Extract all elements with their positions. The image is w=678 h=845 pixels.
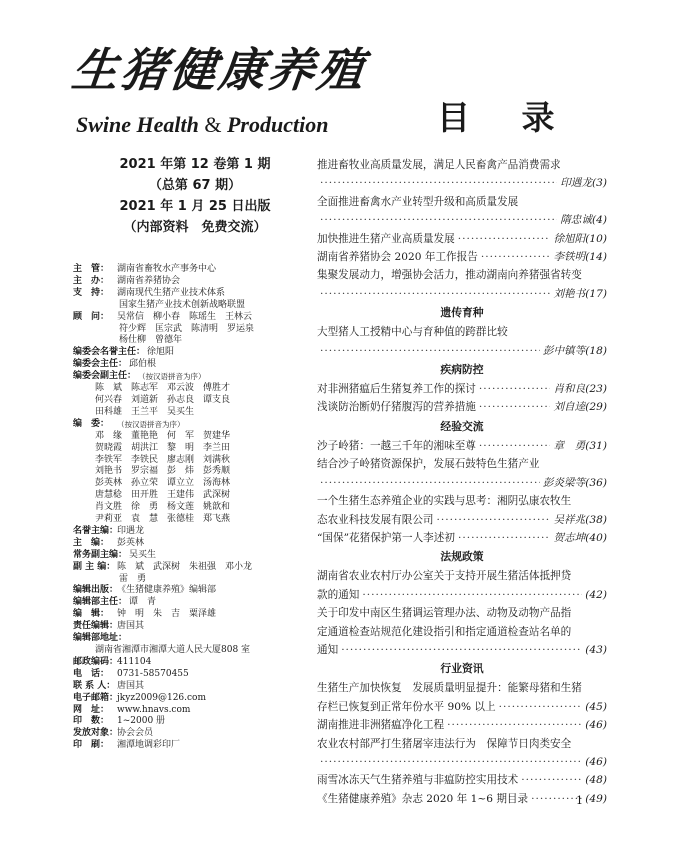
toc-entry[interactable]: 全面推进畜禽水产业转型升级和高质量发展 ····· 隋忠诚(4): [317, 193, 607, 230]
issue-note: （内部资料 免费交流）: [123, 220, 267, 235]
credit-row: 尹莉亚 袁 慧 张德桂 郑飞燕: [95, 514, 231, 525]
toc-title: 目 录: [437, 98, 575, 137]
section-heading: 行业资讯: [440, 662, 484, 676]
credit-row: 主 编： 彭英林: [73, 537, 145, 548]
toc-entry[interactable]: 雨雪冰冻天气生猪养殖与非瘟防控实用技术 ····· (48): [317, 771, 607, 789]
credit-row: 副 主 编： 陈 斌 武深树 朱祖强 邓小龙: [73, 561, 253, 572]
toc-entry[interactable]: 《生猪健康养殖》杂志 2020 年 1~6 期目录 ····· (49): [317, 790, 607, 808]
credit-row: 编辑部主任： 谭 青: [73, 597, 157, 608]
credit-row: 电 话： 0731-58570455: [73, 668, 189, 679]
credit-row: 邓 缘 董艳艳 何 军 贺建华: [95, 430, 231, 441]
issue-total: （总第 67 期）: [148, 178, 242, 193]
credit-row: 主 管： 湖南省畜牧水产事务中心: [73, 264, 217, 274]
toc-entry[interactable]: 湖南省农业农村厅办公室关于支持开展生猪活体抵押贷 款的通知 ····· (42): [317, 567, 607, 604]
credit-row: 肖文胜 徐 勇 杨文莲 姚歆和: [95, 502, 231, 513]
credit-row: 编 委： （按汉语拼音为序）: [73, 418, 185, 429]
credit-row: 责任编辑： 唐国其: [73, 621, 145, 632]
journal-logo-chinese: 生猪健康养殖: [69, 43, 369, 97]
toc-entry[interactable]: 浅谈防治断奶仔猪腹泻的营养措施 ····· 刘自逵(29): [317, 398, 607, 416]
credit-row: 发放对象： 协会会员: [73, 728, 154, 739]
credit-row: 编辑出版： 《生猪健康养殖》编辑部: [73, 585, 217, 596]
credit-row: 符少辉 匡宗武 陈清明 罗运泉: [119, 323, 255, 334]
toc-entry[interactable]: 结合沙子岭猪资源保护，发展石鼓特色生猪产业 ····· 彭炎梁等(36): [317, 455, 607, 492]
toc-entry[interactable]: 沙子岭猪：一越三千年的湘味至尊 ····· 章 勇(31): [317, 437, 607, 455]
toc-entry[interactable]: 湖南省养猪协会 2020 年工作报告 ····· 李铁明(14): [317, 248, 607, 266]
credit-row: 编委会名誉主任： 徐旭阳: [73, 347, 175, 358]
section-heading: 法规政策: [440, 550, 484, 564]
section-heading: 遗传育种: [440, 306, 484, 320]
section-heading: 经验交流: [440, 419, 484, 433]
credit-row: 编委会副主任： （按汉语拼音为序）: [73, 371, 206, 382]
credit-row: 雷 勇: [119, 573, 147, 584]
issue-date: 2021 年 1 月 25 日出版: [119, 199, 271, 214]
journal-logo-english: [76, 112, 328, 138]
masthead-credits: [73, 264, 309, 752]
toc-entry[interactable]: 湖南推进非洲猪瘟净化工程 ····· (46): [317, 716, 607, 734]
credit-row: 印 刷： 湘潭地调彩印厂: [73, 740, 181, 751]
page-number: 1: [576, 794, 583, 807]
logo-en-part2: Production: [221, 112, 329, 137]
credit-row: 李铁军 李铁民 廖志刚 刘满秋: [95, 454, 231, 465]
logo-en-part1: Swine Health: [76, 112, 205, 137]
issue-info: [100, 154, 290, 238]
credit-row: 主 办： 湖南省养猪协会: [73, 275, 181, 286]
credit-row: 编 辑： 钟 明 朱 吉 粟泽雄: [73, 609, 217, 620]
credit-row: 联 系 人： 唐国其: [73, 680, 145, 691]
credit-row: 国家生猪产业技术创新战略联盟: [119, 299, 246, 310]
credit-row: 邮政编码： 411104: [73, 656, 152, 667]
table-of-contents: [317, 156, 607, 808]
toc-entry[interactable]: “国保”花猪保护第一人李述初 ····· 贺志坤(40): [317, 529, 607, 547]
section-heading: 疾病防控: [440, 363, 484, 377]
toc-entry[interactable]: 对非洲猪瘟后生猪复养工作的探讨 ····· 肖和良(23): [317, 380, 607, 398]
toc-entry[interactable]: 关于印发中南区生猪调运管理办法、动物及动物产品指 定通道检查站规范化建设指引和指定通道检查站名单的 通知 ····· (43): [317, 604, 607, 659]
credit-row: 印 数： 1~2000 册: [73, 716, 166, 727]
credit-row: 常务副主编： 吴买生: [73, 549, 157, 560]
credit-row: 编委会主任： 邱伯根: [73, 359, 157, 370]
credit-row: 贺晓霞 胡洪江 黎 明 李兰田: [95, 442, 231, 453]
credit-row: 杨仕柳 曾德年: [119, 335, 183, 346]
website-link[interactable]: www.hnavs.com: [117, 704, 191, 715]
credit-row: 电子邮箱： jkyz2009@126.com: [73, 693, 309, 705]
credit-row: 田科雄 王兰平 吴买生: [95, 406, 195, 417]
credit-row: 网 址： www.hnavs.com: [73, 705, 309, 717]
toc-entry[interactable]: 集聚发展动力，增强协会活力，推动湖南向养猪强省转变 ····· 刘艳书(17): [317, 266, 607, 303]
toc-entry[interactable]: 大型猪人工授精中心与育种值的跨群比较 ····· 彭中镇等(18): [317, 323, 607, 360]
credit-row: 名誉主编： 印遇龙: [73, 525, 145, 536]
masthead: [69, 40, 392, 110]
credit-row: 顾 问： 吴常信 柳小春 陈瑶生 王林云: [73, 311, 253, 322]
toc-entry[interactable]: 加快推进生猪产业高质量发展 ····· 徐旭阳(10): [317, 230, 607, 248]
credit-row: 湖南省湘潭市湘潭大道人民大厦808 室: [95, 645, 251, 655]
credit-row: 编辑部地址：: [73, 633, 128, 644]
credit-row: 彭英林 孙立荣 谭立立 汤海林: [95, 478, 231, 489]
toc-entry[interactable]: 推进畜牧业高质量发展，满足人民畜禽产品消费需求 ····· 印遇龙(3): [317, 156, 607, 193]
credit-row: 唐慧稔 田开胜 王建伟 武深树: [95, 490, 231, 501]
toc-entry[interactable]: 生猪生产加快恢复 发展质量明显提升：能繁母猪和生猪 存栏已恢复到正常年份水平 90% 以上 ····· (45): [317, 679, 607, 716]
issue-volume: 2021 年第 12 卷第 1 期: [119, 157, 271, 172]
credit-row: 陈 斌 陈志军 邓云波 傅胜才: [95, 383, 231, 394]
credit-row: 刘艳书 罗宗福 彭 炜 彭秀顺: [95, 466, 231, 477]
toc-entry[interactable]: 农业农村部严打生猪屠宰违法行为 保障节日肉类安全 ····· (46): [317, 735, 607, 772]
credit-row: 支 持： 湖南现代生猪产业技术体系: [73, 287, 226, 298]
logo-en-ampersand: &: [204, 112, 222, 137]
email-link[interactable]: jkyz2009@126.com: [117, 692, 207, 703]
toc-entry[interactable]: 一个生猪生态养殖企业的实践与思考：湘阴弘康农牧生 态农业科技发展有限公司 ····· 吴祥兆(38): [317, 492, 607, 529]
credit-row: 何兴春 刘道新 孙志良 谭支良: [95, 394, 231, 405]
